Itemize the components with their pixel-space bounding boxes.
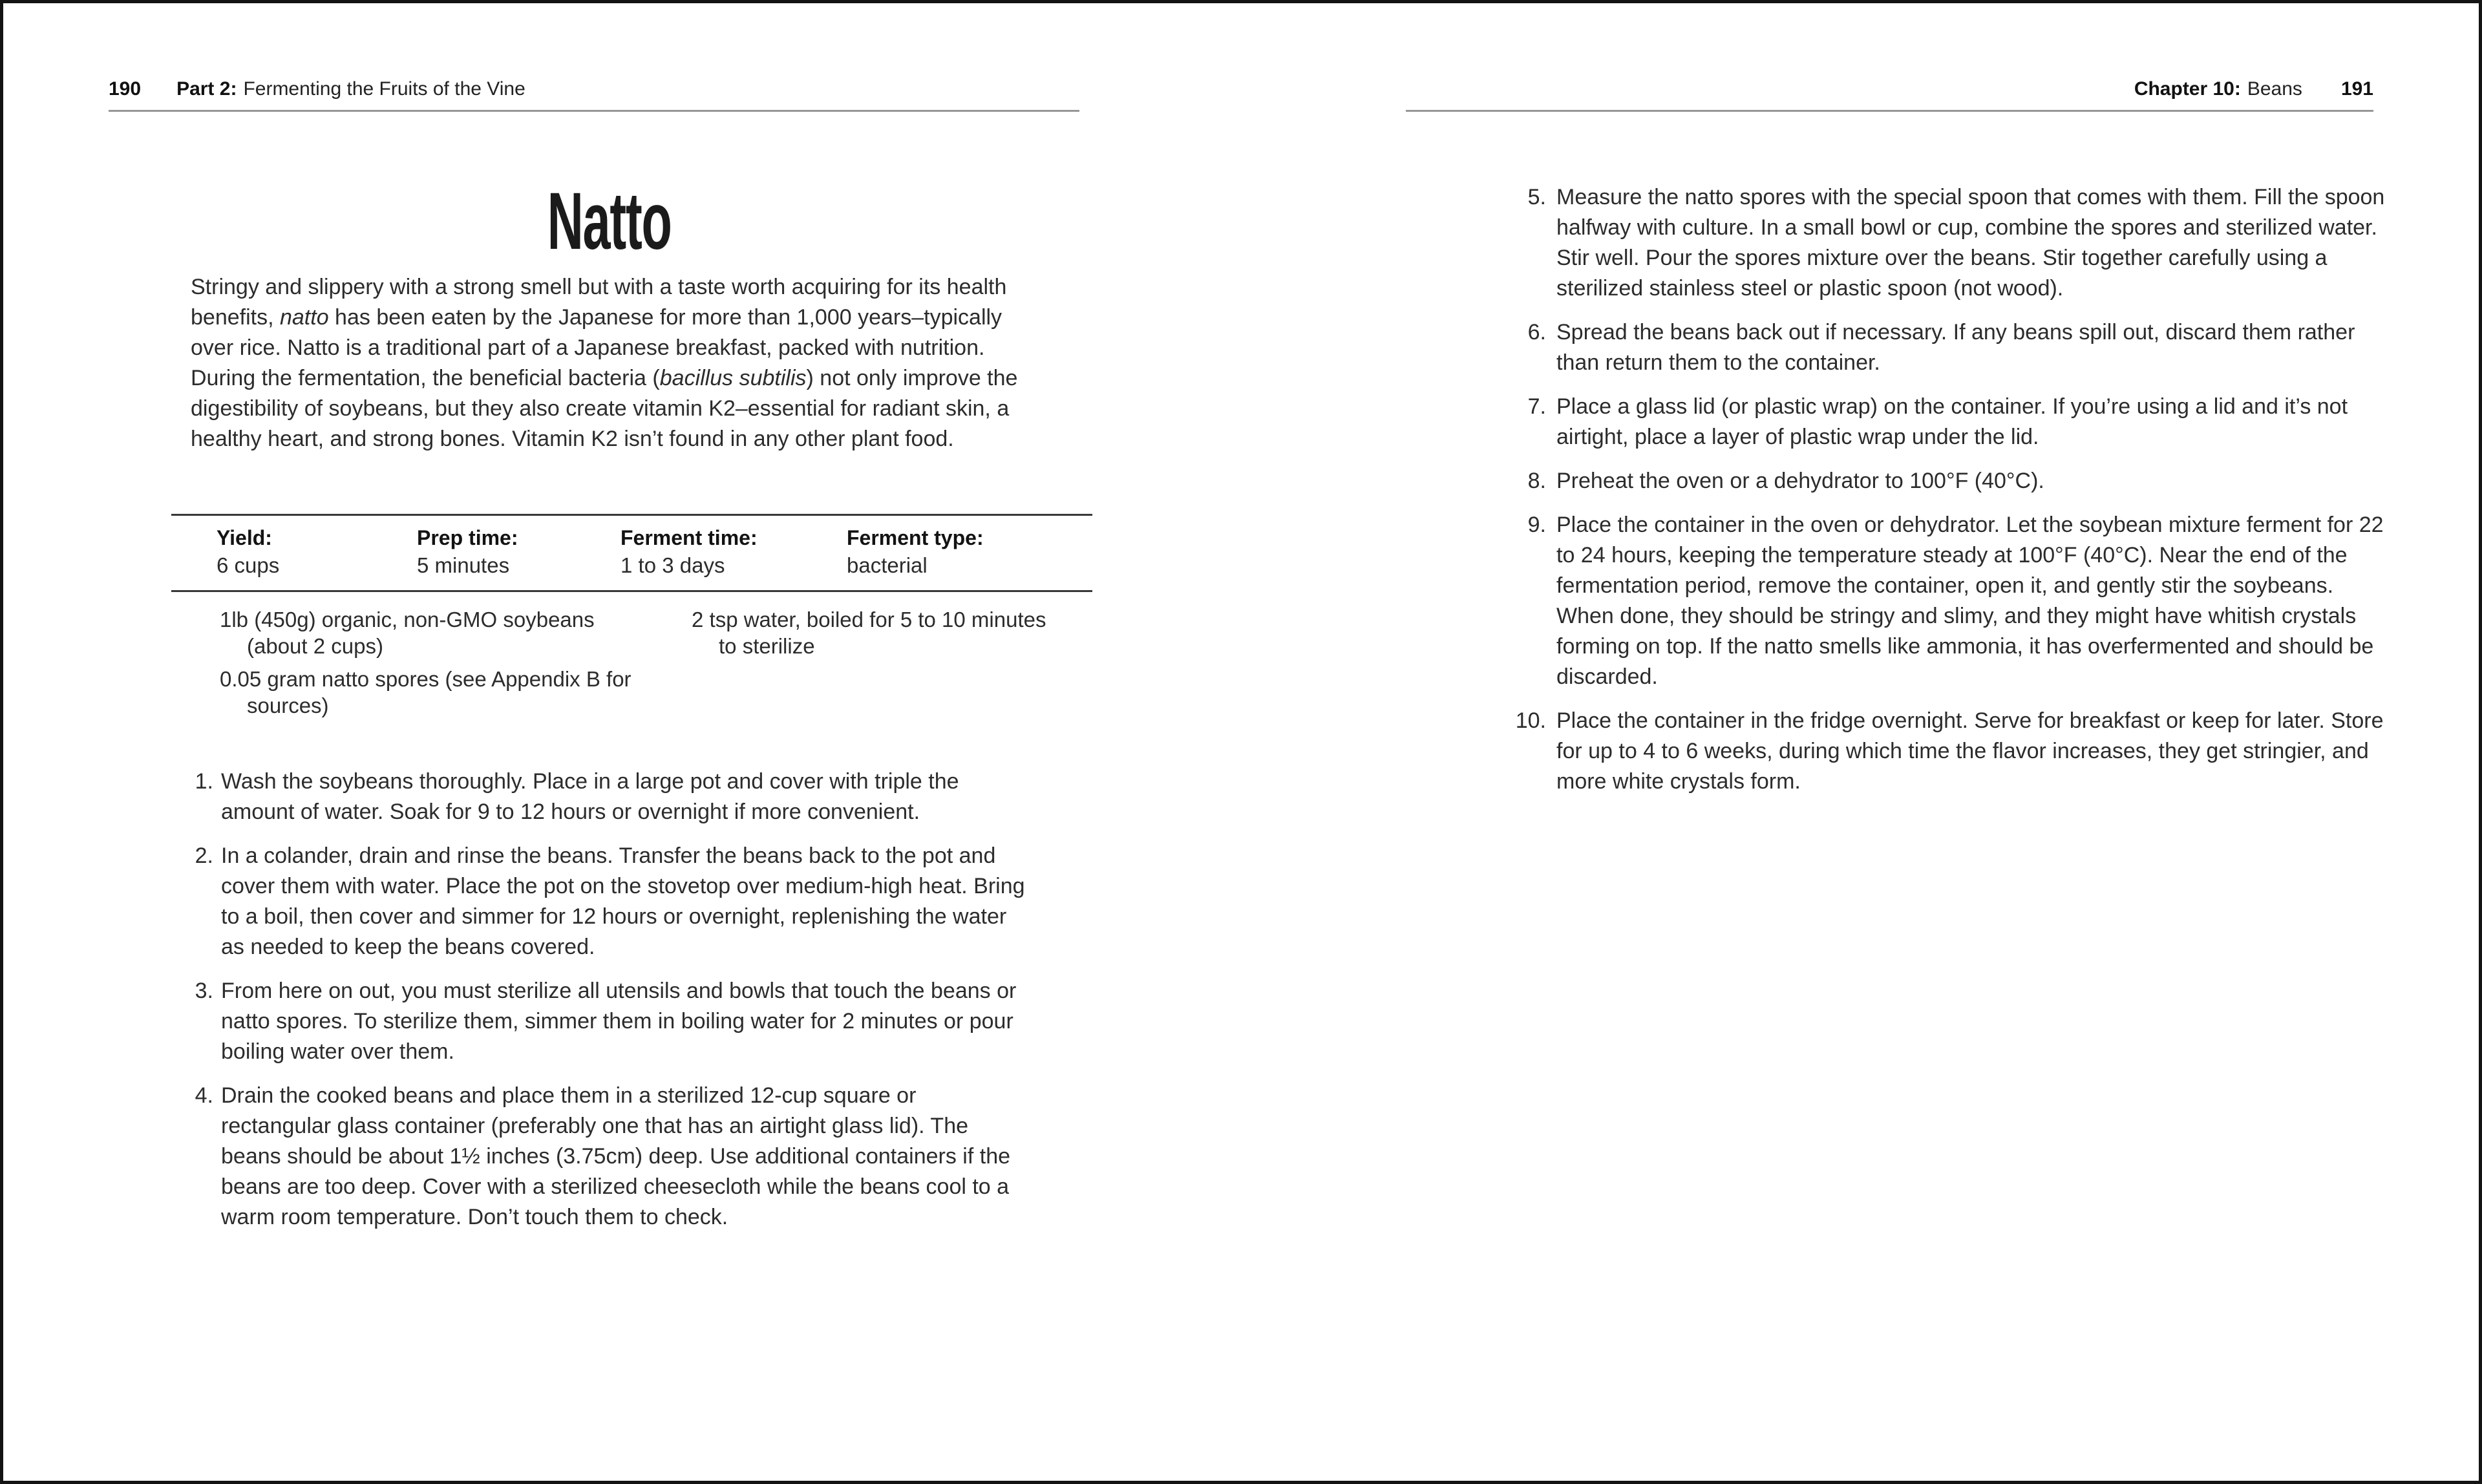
ingredient-column-2	[692, 606, 1092, 725]
step-item	[1515, 466, 2394, 496]
step-item	[1515, 510, 2394, 692]
step-text: Drain the cooked beans and place them in a sterilized 12-cup square or rectangular glass container (preferably one that has an airtight glass lid). The beans should be about 1½ inches (3.75cm) deep. Use additional containers if the beans are too deep. Cover with a sterilized cheesecloth while the beans cool to a warm room temperature. Don’t touch them to check.	[221, 1083, 1011, 1229]
recipe-title-text: Natto	[547, 176, 672, 266]
step-text: Measure the natto spores with the special spoon that comes with them. Fill the spoon halfway with culture. In a small bowl or cup, combine the spores and sterilized water. Stir well. Pour the spores mixture over the beans. Stir together carefully using a sterilized stainless steel or plastic spoon (not wood).	[1556, 185, 2385, 301]
step-item	[187, 976, 1025, 1067]
step-text: Wash the soybeans thoroughly. Place in a large pot and cover with triple the amount of water. Soak for 9 to 12 hours or overnight if more convenient.	[221, 769, 959, 824]
info-label: Prep time:	[417, 526, 518, 549]
info-label: Yield:	[217, 526, 272, 549]
part-title: Fermenting the Fruits of the Vine	[243, 78, 525, 100]
step-item	[187, 841, 1025, 962]
info-cell-ferment-time	[620, 525, 847, 578]
right-running-head	[1406, 78, 2373, 112]
intro-text: Stringy and slippery with a strong smell but with a taste worth acquiring for its health benefits,	[191, 275, 1007, 330]
info-cell-ferment-type	[847, 525, 1092, 578]
ingredient-list	[171, 606, 1092, 725]
step-text: From here on out, you must sterilize all utensils and bowls that touch the beans or natto spores. To sterilize them, simmer them in boiling water for 2 minutes or pour boiling water over them.	[221, 979, 1017, 1064]
info-value: 6 cups	[217, 553, 280, 577]
ingredient-item: 2 tsp water, boiled for 5 to 10 minutes to sterilize	[692, 608, 1046, 658]
step-number: 6.	[1527, 320, 1546, 344]
step-number: 3.	[195, 979, 213, 1003]
intro-text: has been eaten by the Japanese for more than 1,000 years–typically over rice. Natto is a traditional part of a Japanese breakfast, packed with nutrition. During the fermentation, the beneficial bacteria (	[191, 305, 1002, 390]
info-cell-prep-time	[417, 525, 620, 578]
step-item	[1515, 182, 2394, 304]
step-number: 1.	[195, 769, 213, 794]
step-text: Spread the beans back out if necessary. If any beans spill out, discard them rather than return them to the container.	[1556, 320, 2355, 375]
step-text: Place a glass lid (or plastic wrap) on the container. If you’re using a lid and it’s not airtight, place a layer of plastic wrap under the lid.	[1556, 394, 2348, 449]
right-page-number: 191	[2340, 78, 2373, 100]
info-value: bacterial	[847, 553, 928, 577]
part-label: Part 2:	[176, 78, 237, 100]
step-text: In a colander, drain and rinse the beans. Transfer the beans back to the pot and cover them with water. Place the pot on the stovetop over medium-high heat. Bring to a boil, then cover and simmer for 12 hours or overnight, replenishing the water as needed to keep the beans covered.	[221, 843, 1025, 959]
step-item	[187, 767, 1025, 827]
step-number: 9.	[1527, 513, 1546, 537]
chapter-label: Chapter 10:	[2134, 78, 2241, 100]
recipe-info-table	[171, 514, 1092, 592]
info-label: Ferment time:	[620, 526, 758, 549]
steps-list-left	[187, 767, 1025, 1246]
ingredient-item: 0.05 gram natto spores (see Appendix B for sources)	[220, 667, 631, 717]
info-value: 1 to 3 days	[620, 553, 725, 577]
step-number: 4.	[195, 1083, 213, 1108]
info-label: Ferment type:	[847, 526, 984, 549]
step-number: 8.	[1527, 469, 1546, 493]
ingredient-column-1	[220, 606, 692, 725]
left-running-head	[109, 78, 1079, 112]
step-text: Preheat the oven or a dehydrator to 100°F (40°C).	[1556, 469, 2044, 493]
step-number: 10.	[1515, 708, 1546, 733]
intro-italic-bacteria: bacillus subtilis	[659, 366, 807, 390]
step-text: Place the container in the oven or dehydrator. Let the soybean mixture ferment for 22 to 24 hours, keeping the temperature steady at 100°F (40°C). Near the end of the fermentation period, remove the container, open it, and gently stir the soybeans. When done, they should be stringy and slimy, and they might have whitish crystals forming on top. If the natto smells like ammonia, it has overfermented and should be discarded.	[1556, 513, 2384, 689]
step-text: Place the container in the fridge overnight. Serve for breakfast or keep for later. Store for up to 4 to 6 weeks, during which time the flavor increases, they get stringier, and more white crystals form.	[1556, 708, 2384, 794]
intro-italic-natto: natto	[279, 305, 329, 330]
step-item	[1515, 317, 2394, 378]
step-item	[1515, 706, 2394, 797]
ingredient-item: 1lb (450g) organic, non-GMO soybeans (about 2 cups)	[220, 608, 595, 658]
recipe-intro	[191, 272, 1028, 454]
steps-list-right	[1515, 182, 2394, 811]
step-item	[187, 1081, 1025, 1233]
info-cell-yield	[217, 525, 417, 578]
chapter-title: Beans	[2247, 78, 2302, 100]
step-number: 2.	[195, 843, 213, 868]
recipe-title	[191, 176, 1028, 266]
intro-text: ) not only improve the digestibility of soybeans, but they also create vitamin K2–essential for radiant skin, a healthy heart, and strong bones. Vitamin K2 isn’t found in any other plant food.	[191, 366, 1018, 451]
step-number: 5.	[1527, 185, 1546, 209]
step-number: 7.	[1527, 394, 1546, 419]
step-item	[1515, 392, 2394, 452]
left-page-number: 190	[109, 78, 142, 100]
info-value: 5 minutes	[417, 553, 510, 577]
